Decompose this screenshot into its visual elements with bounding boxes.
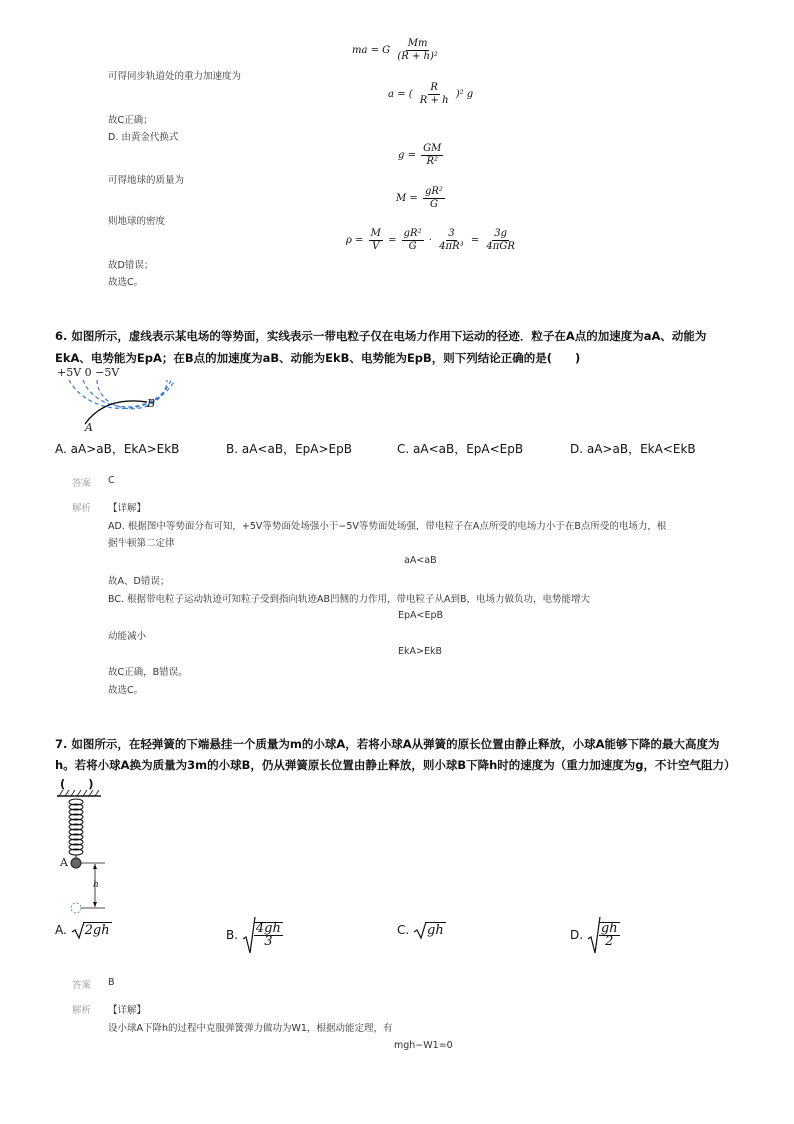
q7-analysis-label: 解析	[72, 1005, 92, 1016]
eq-den: G	[429, 199, 438, 210]
eq-dot: ·	[428, 235, 432, 246]
eq-num: M	[370, 228, 381, 239]
text-line: 故选C。	[108, 277, 144, 288]
eq-lhs: a = (	[388, 89, 413, 100]
eq-line: EkA>EkB	[398, 646, 442, 657]
q7-option-c[interactable]	[397, 920, 446, 940]
q7-figure	[55, 790, 115, 920]
q6-option-a[interactable]: A. aA>aB，EkA>EkB	[55, 442, 180, 456]
ball-a	[71, 858, 81, 868]
q6-option-d[interactable]: D. aA>aB，EkA<EkB	[570, 442, 696, 456]
text-line: 故选C。	[108, 685, 144, 696]
q7-option-a[interactable]	[55, 920, 112, 940]
text-line: AD. 根据图中等势面分布可知，+5V等势面处场强小于−5V等势面处场强，带电粒子在A点所受的电场力小于在B点所受的电场力，根	[108, 521, 667, 532]
equipotential-neg5v	[97, 380, 167, 409]
q7-option-b[interactable]	[226, 915, 285, 955]
eq-line: mgh−W1=0	[394, 1040, 453, 1051]
text-line: 故A、D错误；	[108, 576, 170, 587]
option-letter: C.	[397, 923, 410, 937]
q7-label-h: h	[93, 880, 99, 890]
option-letter: A.	[55, 923, 67, 937]
eq-m	[396, 186, 447, 211]
q6-potential-labels: +5V 0 −5V	[57, 366, 120, 379]
ceiling-hatch	[59, 790, 99, 796]
q7-answer-label: 答案	[72, 980, 92, 991]
option-num: 4gh	[255, 921, 281, 936]
eq-den: 4πR³	[439, 241, 464, 252]
q6-figure	[55, 366, 185, 436]
text-line: 则地球的密度	[108, 216, 166, 227]
eq-den: V	[372, 241, 380, 252]
eq-num: gR²	[403, 228, 422, 239]
q6-answer: C	[108, 475, 115, 486]
eq-line: EpA<EpB	[398, 610, 444, 621]
text-line: 故D错误；	[108, 260, 154, 271]
q6-analysis-label: 解析	[72, 503, 92, 514]
text-line: BC. 根据带电粒子运动轨迹可知粒子受到指向轨迹AB凹侧的力作用，带电粒子从A到B，电场力做负功，电势能增大	[108, 594, 591, 605]
equipotential-5v	[69, 380, 175, 409]
option-letter: B.	[226, 928, 239, 942]
q6-option-b[interactable]: B. aA<aB，EpA>EpB	[226, 442, 352, 456]
q7-answer: B	[108, 977, 115, 988]
eq-num: 3	[448, 228, 455, 239]
text-line: 故C正确；	[108, 115, 153, 126]
option-math: gh	[427, 923, 444, 938]
q6-stem-line2: EkA、电势能为EpA；在B点的加速度为aB、动能为EkB、电势能为EpB，则下列结论正确的是( )	[55, 351, 581, 365]
eq-den: G	[408, 241, 417, 252]
q6-point-b: B	[147, 397, 156, 410]
eq-lhs: M =	[396, 193, 418, 204]
q7-answer-paren: ( )	[60, 777, 94, 791]
eq-num: gR²	[424, 186, 443, 197]
eq-ma-gravity	[352, 38, 442, 63]
text-line: 据牛顿第二定律	[108, 538, 175, 549]
q7-detail-heading: 【详解】	[108, 1005, 147, 1016]
q6-option-c[interactable]: C. aA<aB，EpA<EpB	[397, 442, 524, 456]
eq-den: 4πGR	[486, 241, 515, 252]
text-line: 故C正确，B错误。	[108, 667, 188, 678]
option-den: 3	[264, 934, 273, 949]
eq-density: ρ = $\frac{M}{V}$ = $\frac{\text{gR²}}{G}$ · $\frac{3}{\text{4πR³}}$ = $\frac{3g}{\text{4πGR}}$	[346, 228, 515, 252]
eq-a-ratio	[388, 82, 473, 107]
eq-num: GM	[423, 143, 442, 154]
spring-coils	[69, 799, 83, 855]
q6-field-diagram	[55, 366, 185, 436]
q7-option-d[interactable]	[570, 915, 622, 955]
eq-num: 3g	[494, 228, 508, 239]
particle-trajectory	[85, 401, 147, 424]
option-num: gh	[600, 921, 618, 936]
q7-spring-diagram	[55, 790, 115, 920]
text-line: 动能减小	[108, 631, 147, 642]
option-den: 2	[605, 934, 614, 949]
q6-point-a: A	[85, 421, 93, 434]
option-math: 2gh	[84, 923, 110, 938]
eq-num: Mm	[407, 38, 428, 49]
eq-lhs: ma = G	[352, 45, 391, 56]
q7-stem-line2: h。若将小球A换为质量为3m的小球B，仍从弹簧原长位置由静止释放，则小球B下降h时的速度为（重力加速度为g，不计空气阻力）	[55, 758, 736, 772]
q6-stem-line1: 6. 如图所示，虚线表示某电场的等势面，实线表示一带电粒子仅在电场力作用下运动的径迹．粒子在A点的加速度为aA、动能为	[55, 329, 707, 343]
text-line: 可得地球的质量为	[108, 175, 185, 186]
text-line: D. 由黄金代换式	[108, 132, 179, 143]
q6-answer-label: 答案	[72, 478, 92, 489]
eq-den: R²	[426, 156, 439, 167]
eq-lhs: g =	[398, 150, 416, 161]
eq-den: R + h	[419, 95, 449, 106]
eq-rhs: )² g	[455, 89, 474, 100]
ball-final-position	[71, 903, 81, 913]
option-letter: D.	[570, 928, 584, 942]
eq-lhs: ρ =	[346, 235, 364, 246]
eq-num: R	[430, 82, 438, 93]
eq-g	[398, 143, 445, 168]
eq-line: aA<aB	[404, 555, 437, 566]
text-line: 可得同步轨道处的重力加速度为	[108, 71, 242, 82]
q7-stem-line1: 7. 如图所示，在轻弹簧的下端悬挂一个质量为m的小球A，若将小球A从弹簧的原长位置由静止释放，小球A能够下降的最大高度为	[55, 737, 720, 751]
text-line: 设小球A下降h的过程中克服弹簧弹力做功为W1，根据动能定理，有	[108, 1023, 393, 1034]
q6-detail-heading: 【详解】	[108, 503, 147, 514]
q7-label-a: A	[60, 856, 68, 869]
eq-den: (R + h)²	[397, 51, 438, 62]
